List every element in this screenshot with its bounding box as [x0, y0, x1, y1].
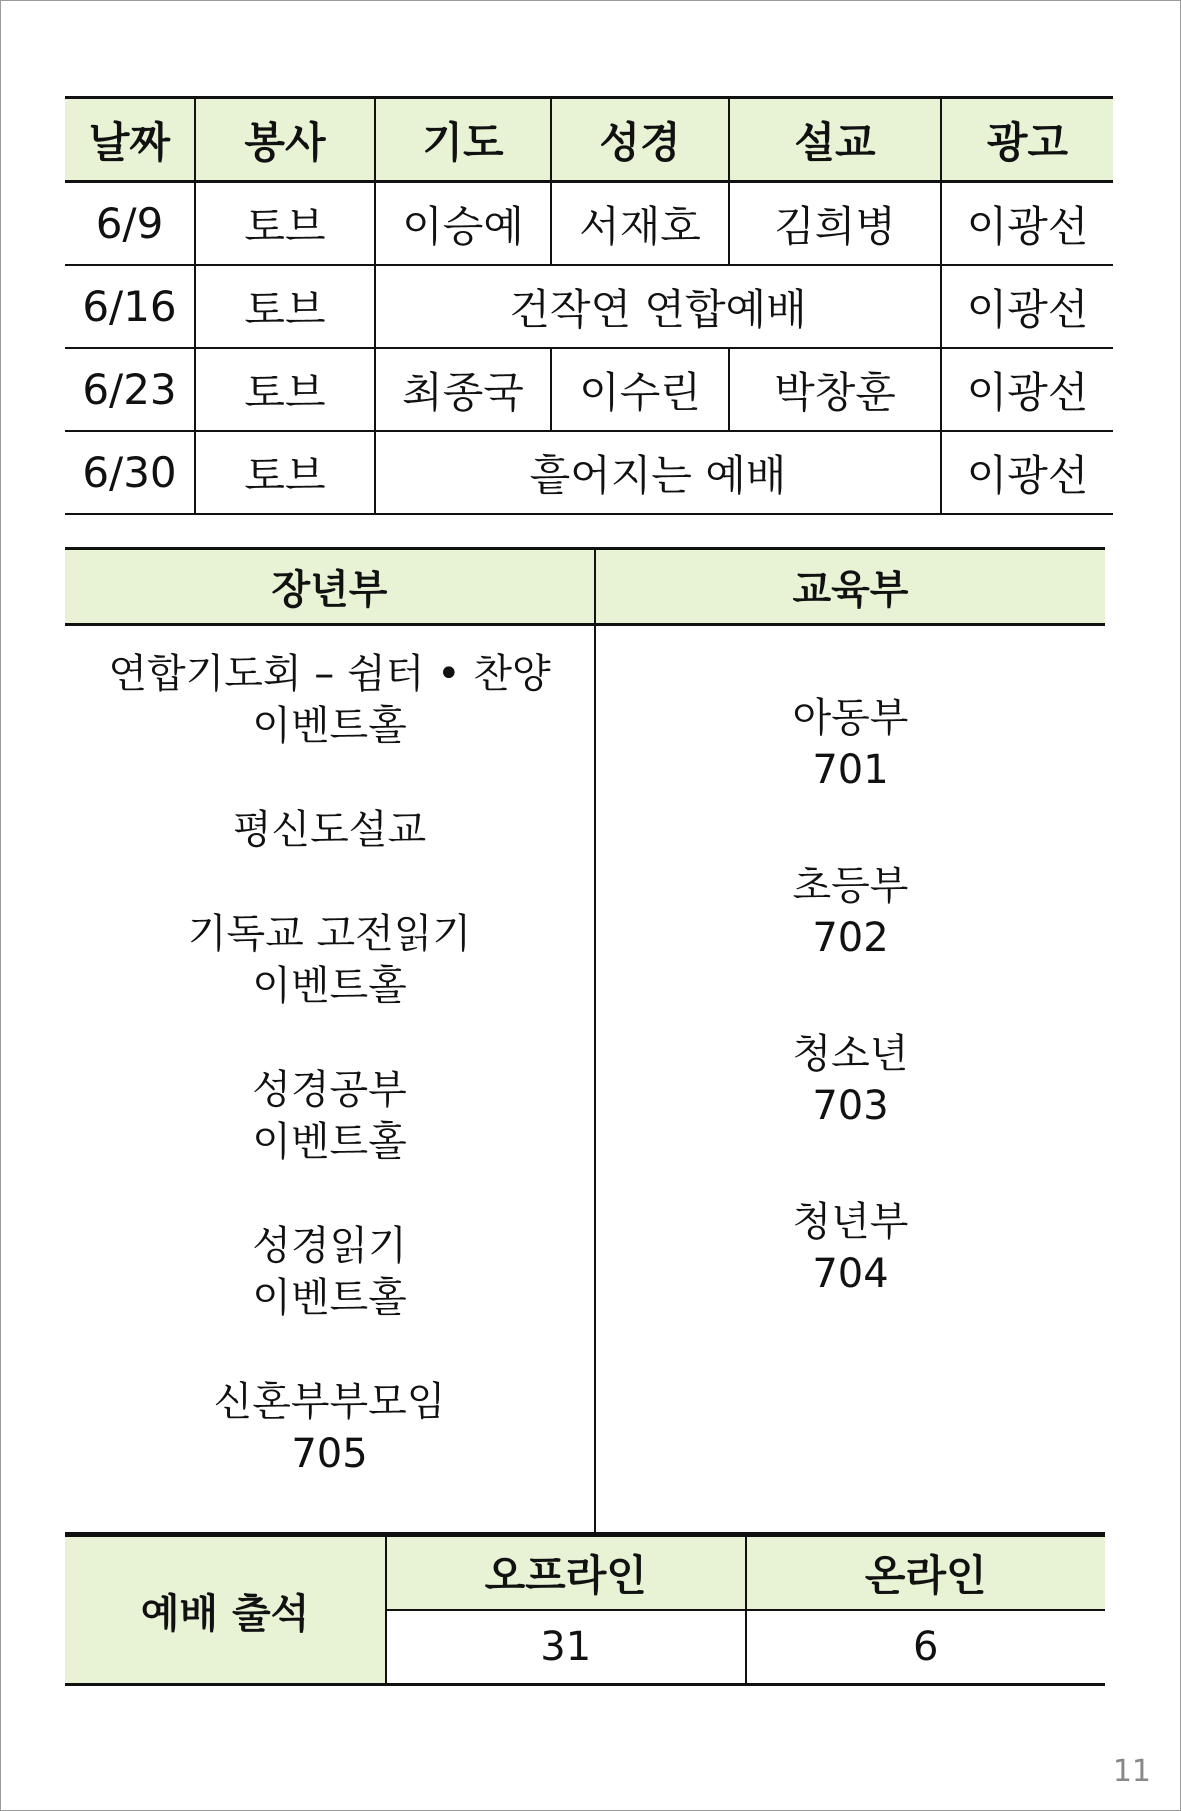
department-name: 초등부: [792, 863, 909, 909]
department-room: 703: [812, 1083, 889, 1129]
departments-body-row: [65, 625, 1105, 1534]
ministry-name: 성경공부: [252, 1067, 407, 1113]
ministry-location: 이벤트홀: [252, 963, 407, 1009]
page-number: 11: [1112, 1754, 1151, 1789]
table-row: [65, 348, 1113, 431]
list-item: [65, 804, 594, 856]
cell-date: 6/16: [65, 265, 195, 348]
cell-announce: 이광선: [941, 431, 1113, 514]
department-name: 청년부: [792, 1199, 909, 1245]
department-name: 청소년: [792, 1031, 909, 1077]
schedule-header-row: [65, 98, 1113, 182]
departments-header-row: [65, 549, 1105, 625]
attendance-header-row: [65, 1536, 1105, 1611]
cell-sermon: 박창훈: [729, 348, 941, 431]
cell-merged-event: 흩어지는 예배: [375, 431, 941, 514]
cell-sermon: 김희병: [729, 182, 941, 266]
attendance-table: [65, 1534, 1105, 1686]
header-sermon: 설교: [729, 98, 941, 182]
header-announce: 광고: [941, 98, 1113, 182]
list-item: [596, 692, 1105, 796]
education-departments: [595, 625, 1105, 1534]
attendance-label: 예배 출석: [65, 1536, 386, 1685]
ministry-name: 평신도설교: [232, 807, 427, 853]
departments-table: [65, 547, 1105, 1535]
header-prayer: 기도: [375, 98, 551, 182]
cell-bible: 서재호: [551, 182, 729, 266]
cell-prayer: 최종국: [375, 348, 551, 431]
header-offline: 오프라인: [386, 1536, 746, 1611]
cell-announce: 이광선: [941, 348, 1113, 431]
cell-prayer: 이승예: [375, 182, 551, 266]
header-bible: 성경: [551, 98, 729, 182]
ministry-location: 705: [291, 1431, 368, 1477]
adult-ministries: [65, 625, 595, 1534]
cell-service: 토브: [195, 182, 375, 266]
list-item: [65, 1220, 594, 1324]
table-row: [65, 431, 1113, 514]
cell-announce: 이광선: [941, 265, 1113, 348]
list-item: [65, 908, 594, 1012]
table-row: [65, 182, 1113, 266]
header-service: 봉사: [195, 98, 375, 182]
ministry-name: 신혼부부모임: [213, 1379, 446, 1425]
header-date: 날짜: [65, 98, 195, 182]
ministry-name: 연합기도회 – 쉼터 • 찬양: [108, 651, 551, 697]
department-room: 701: [812, 747, 889, 793]
list-item: [65, 1376, 594, 1480]
online-count: 6: [746, 1610, 1106, 1685]
department-room: 702: [812, 915, 889, 961]
ministry-location: 이벤트홀: [252, 703, 407, 749]
list-item: [65, 648, 594, 752]
ministry-name: 기독교 고전읽기: [187, 911, 472, 957]
cell-bible: 이수린: [551, 348, 729, 431]
list-item: [596, 1196, 1105, 1300]
cell-merged-event: 건작연 연합예배: [375, 265, 941, 348]
list-item: [596, 860, 1105, 964]
worship-schedule-table: [65, 96, 1113, 515]
ministry-location: 이벤트홀: [252, 1119, 407, 1165]
department-name: 아동부: [792, 695, 909, 741]
ministry-name: 성경읽기: [252, 1223, 407, 1269]
list-item: [596, 1028, 1105, 1132]
header-adult: 장년부: [65, 549, 595, 625]
cell-service: 토브: [195, 348, 375, 431]
list-item: [65, 1064, 594, 1168]
department-room: 704: [812, 1251, 889, 1297]
table-row: [65, 265, 1113, 348]
cell-date: 6/23: [65, 348, 195, 431]
ministry-location: 이벤트홀: [252, 1275, 407, 1321]
offline-count: 31: [386, 1610, 746, 1685]
cell-date: 6/30: [65, 431, 195, 514]
cell-service: 토브: [195, 431, 375, 514]
cell-date: 6/9: [65, 182, 195, 266]
header-education: 교육부: [595, 549, 1105, 625]
cell-service: 토브: [195, 265, 375, 348]
cell-announce: 이광선: [941, 182, 1113, 266]
header-online: 온라인: [746, 1536, 1106, 1611]
